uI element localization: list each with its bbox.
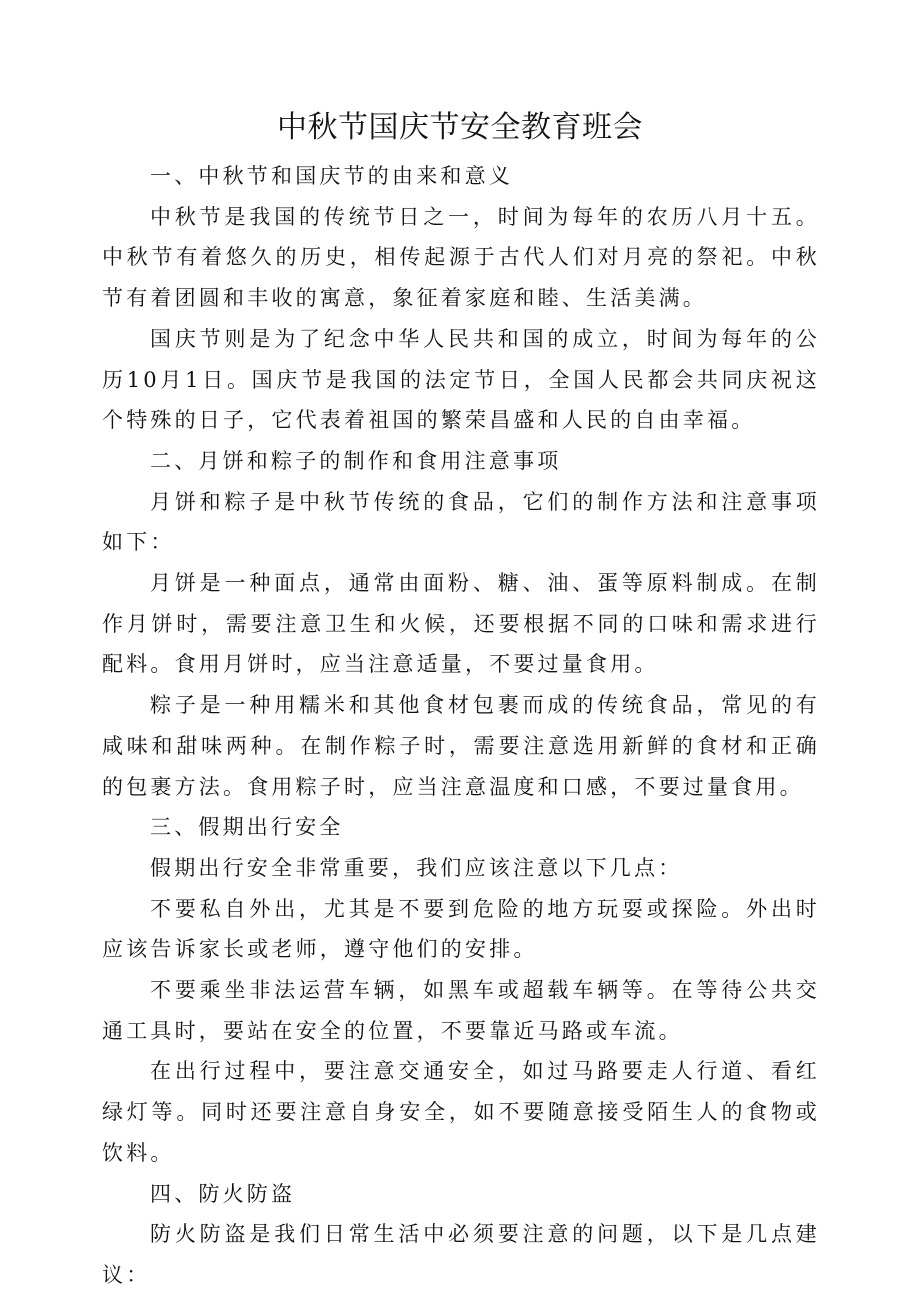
paragraph-travel-point-1: 不要私自外出，尤其是不要到危险的地方玩耍或探险。外出时应该告诉家长或老师，遵守他们的安排。 — [102, 896, 820, 962]
paragraph-travel-point-2: 不要乘坐非法运营车辆，如黑车或超载车辆等。在等待公共交通工具时，要站在安全的位置，不要靠近马路或车流。 — [102, 978, 820, 1043]
paragraph-mid-autumn: 中秋节是我国的传统节日之一，时间为每年的农历八月十五。中秋节有着悠久的历史，相传起源于古代人们对月亮的祭祀。中秋节有着团圆和丰收的寓意，象征着家庭和睦、生活美满。 — [102, 204, 820, 311]
document-body — [102, 156, 820, 1296]
paragraph-national-day: 国庆节则是为了纪念中华人民共和国的成立，时间为每年的公历10月1日。国庆节是我国的法定节日，全国人民都会共同庆祝这个特殊的日子，它代表着祖国的繁荣昌盛和人民的自由幸福。 — [102, 326, 820, 433]
paragraph-food-intro: 月饼和粽子是中秋节传统的食品，它们的制作方法和注意事项如下： — [102, 489, 820, 555]
paragraph-travel-intro: 假期出行安全非常重要，我们应该注意以下几点： — [150, 855, 683, 880]
paragraph-travel-point-3: 在出行过程中，要注意交通安全，如过马路要走人行道、看红绿灯等。同时还要注意自身安全，如不要随意接受陌生人的食物或饮料。 — [102, 1059, 820, 1165]
section-heading-food: 二、月饼和粽子的制作和食用注意事项 — [150, 448, 562, 473]
paragraph-zongzi: 粽子是一种用糯米和其他食材包裹而成的传统食品，常见的有咸味和甜味两种。在制作粽子时，需要注意选用新鲜的食材和正确的包裹方法。食用粽子时，应当注意温度和口感，不要过量食用。 — [102, 693, 820, 799]
page-title: 中秋节国庆节安全教育班会 — [277, 110, 643, 145]
paragraph-fire-theft-intro: 防火防盗是我们日常生活中必须要注意的问题，以下是几点建议： — [102, 1222, 820, 1287]
section-heading-travel: 三、假期出行安全 — [150, 815, 344, 840]
section-heading-origin: 一、中秋节和国庆节的由来和意义 — [150, 164, 513, 188]
paragraph-mooncake: 月饼是一种面点，通常由面粉、糖、油、蛋等原料制成。在制作月饼时，需要注意卫生和火候，还要根据不同的口味和需求进行配料。食用月饼时，应当注意适量，不要过量食用。 — [102, 571, 820, 677]
section-heading-fire-theft: 四、防火防盗 — [150, 1181, 296, 1206]
